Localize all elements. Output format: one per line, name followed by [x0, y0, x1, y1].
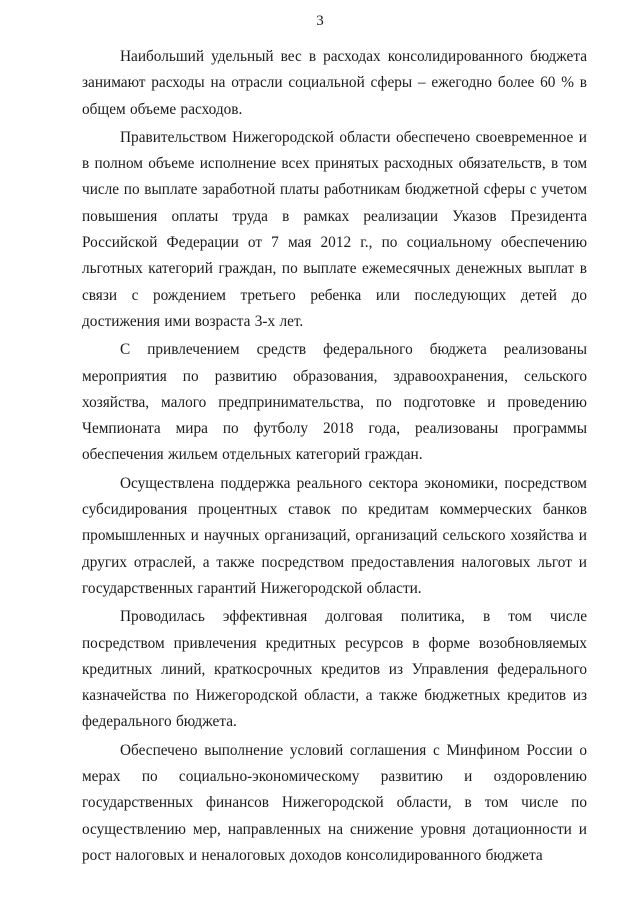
paragraph-federal-funds: С привлечением средств федерального бюджета реализованы мероприятия по развитию образования, здравоохранения, сельского хозяйства, малого предпринимательства, по подготовке и проведению Чемпионата мира по футболу 2018 года, реализованы программы обеспечения жильем отдельных категорий граждан.: [82, 341, 587, 464]
paragraph-minfin-agreement: Обеспечено выполнение условий соглашения с Минфином России о мерах по социально-экономическому развитию и оздоровлению государственных финансов Нижегородской области, в том числе по осуществлению мер, направленных на снижение уровня дотационности и рост налоговых и неналоговых доходов консолидированного бюджета: [82, 741, 587, 864]
page-number: 3: [316, 13, 324, 29]
paragraph-social-spending: Наибольший удельный вес в расходах консолидированного бюджета занимают расходы на отрасли социальной сферы – ежегодно более 60 % в общем объеме расходов.: [82, 48, 587, 118]
paragraph-expenditure-obligations: Правительством Нижегородской области обеспечено своевременное и в полном объеме исполнение всех принятых расходных обязательств, в том числе по выплате заработной платы работникам бюджетной сферы с учетом повышения оплаты труда в рамках реализации Указов Президента Российской Федерации от 7 мая 2012 г., по социальному обеспечению льготных категорий граждан, по выплате ежемесячных денежных выплат в связи с рождением третьего ребенка или последующих детей до достижения ими возраста 3-х лет.: [82, 128, 587, 330]
paragraph-debt-policy: Проводилась эффективная долговая политика, в том числе посредством привлечения кредитных ресурсов в форме возобновляемых кредитных линий, краткосрочных кредитов из Управления федерального казначейства по Нижегородской области, а также бюджетных кредитов из федерального бюджета.: [82, 608, 587, 731]
paragraph-real-sector-support: Осуществлена поддержка реального сектора экономики, посредством субсидирования процентных ставок по кредитам коммерческих банков промышленных и научных организаций, организаций сельского хозяйства и других отраслей, а также посредством предоставления налоговых льгот и государственных гарантий Нижегородской области.: [82, 474, 587, 597]
body-text: [82, 44, 587, 871]
